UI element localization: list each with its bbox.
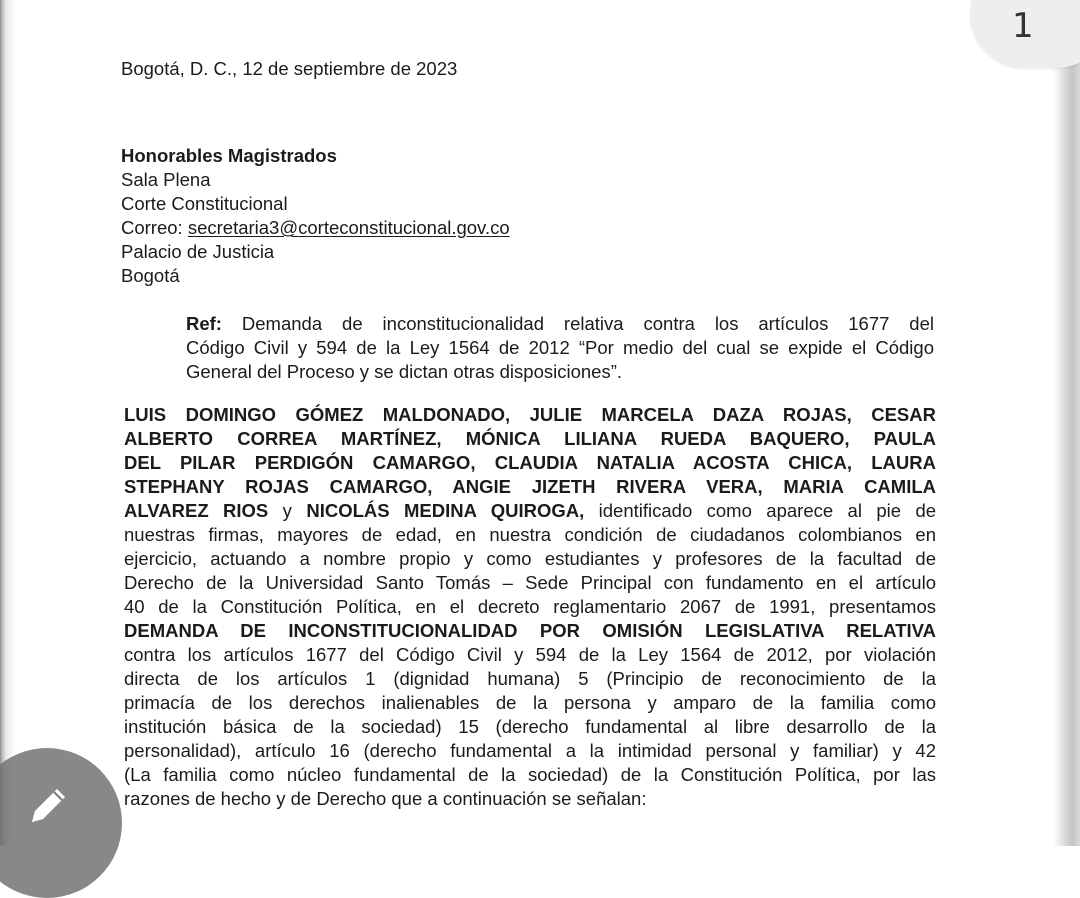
addressee-line-city: Bogotá — [121, 265, 180, 286]
body-line-12: directa de los artículos 1 (dignidad humana) 5 (Principio de reconocimiento de la — [124, 668, 936, 689]
email-label: Correo: — [121, 217, 188, 238]
body-line-10: DEMANDA DE INCONSTITUCIONALIDAD POR OMISIÓN LEGISLATIVA RELATIVA — [124, 620, 936, 641]
addressee-line-corte: Corte Constitucional — [121, 193, 288, 214]
body-line-11: contra los artículos 1677 del Código Civil y 594 de la Ley 1564 de 2012, por violación — [124, 644, 936, 665]
body-line-16: (La familia como núcleo fundamental de la sociedad) de la Constitución Política, por las — [124, 764, 936, 785]
body-line-4: STEPHANY ROJAS CAMARGO, ANGIE JIZETH RIVERA VERA, MARIA CAMILA — [124, 476, 936, 497]
scan-left-edge — [0, 0, 16, 846]
addressee-line-sala: Sala Plena — [121, 169, 211, 190]
reference-block — [186, 312, 934, 384]
body-line-1: LUIS DOMINGO GÓMEZ MALDONADO, JULIE MARCELA DAZA ROJAS, CESAR — [124, 404, 936, 425]
body-line-17: razones de hecho y de Derecho que a continuación se señalan: — [124, 788, 647, 809]
body-line-7: ejercicio, actuando a nombre propio y como estudiantes y profesores de la facultad de — [124, 548, 936, 569]
scan-right-edge — [1052, 0, 1080, 846]
body-paragraph — [124, 403, 936, 811]
body-line-13: primacía de los derechos inalienables de la persona y amparo de la familia como — [124, 692, 936, 713]
reference-line-3: General del Proceso y se dictan otras disposiciones”. — [186, 361, 622, 382]
email-link[interactable]: secretaria3@corteconstitucional.gov.co — [187, 217, 510, 238]
body-line-3: DEL PILAR PERDIGÓN CAMARGO, CLAUDIA NATALIA ACOSTA CHICA, LAURA — [124, 452, 936, 473]
reference-line-2: Código Civil y 594 de la Ley 1564 de 2012 “Por medio del cual se expide el Código — [186, 337, 934, 358]
addressee-salutation: Honorables Magistrados — [121, 145, 337, 166]
reference-label: Ref: — [186, 313, 222, 334]
addressee-email-row — [121, 216, 510, 240]
body-line-6: nuestras firmas, mayores de edad, en nuestra condición de ciudadanos colombianos en — [124, 524, 936, 545]
body-line-9: 40 de la Constitución Política, en el decreto reglamentario 2067 de 1991, presentamos — [124, 596, 936, 617]
body-line-14: institución básica de la sociedad) 15 (derecho fundamental al libre desarrollo de la — [124, 716, 936, 737]
body-line-8: Derecho de la Universidad Santo Tomás – Sede Principal con fundamento en el artículo — [124, 572, 936, 593]
page-number: 1 — [1012, 6, 1034, 46]
body-line-5: ALVAREZ RIOS y NICOLÁS MEDINA QUIROGA, identificado como aparece al pie de — [124, 500, 937, 521]
pencil-icon — [26, 782, 72, 828]
body-line-2: ALBERTO CORREA MARTÍNEZ, MÓNICA LILIANA RUEDA BAQUERO, PAULA — [124, 428, 936, 449]
reference-line-1: Ref: Demanda de inconstitucionalidad relativa contra los artículos 1677 del — [186, 313, 934, 334]
date-line: Bogotá, D. C., 12 de septiembre de 2023 — [121, 58, 458, 79]
body-line-15: personalidad), artículo 16 (derecho fundamental a la intimidad personal y familiar) y 42 — [124, 740, 936, 761]
addressee-line-palacio: Palacio de Justicia — [121, 241, 275, 262]
edit-button[interactable] — [0, 748, 122, 898]
